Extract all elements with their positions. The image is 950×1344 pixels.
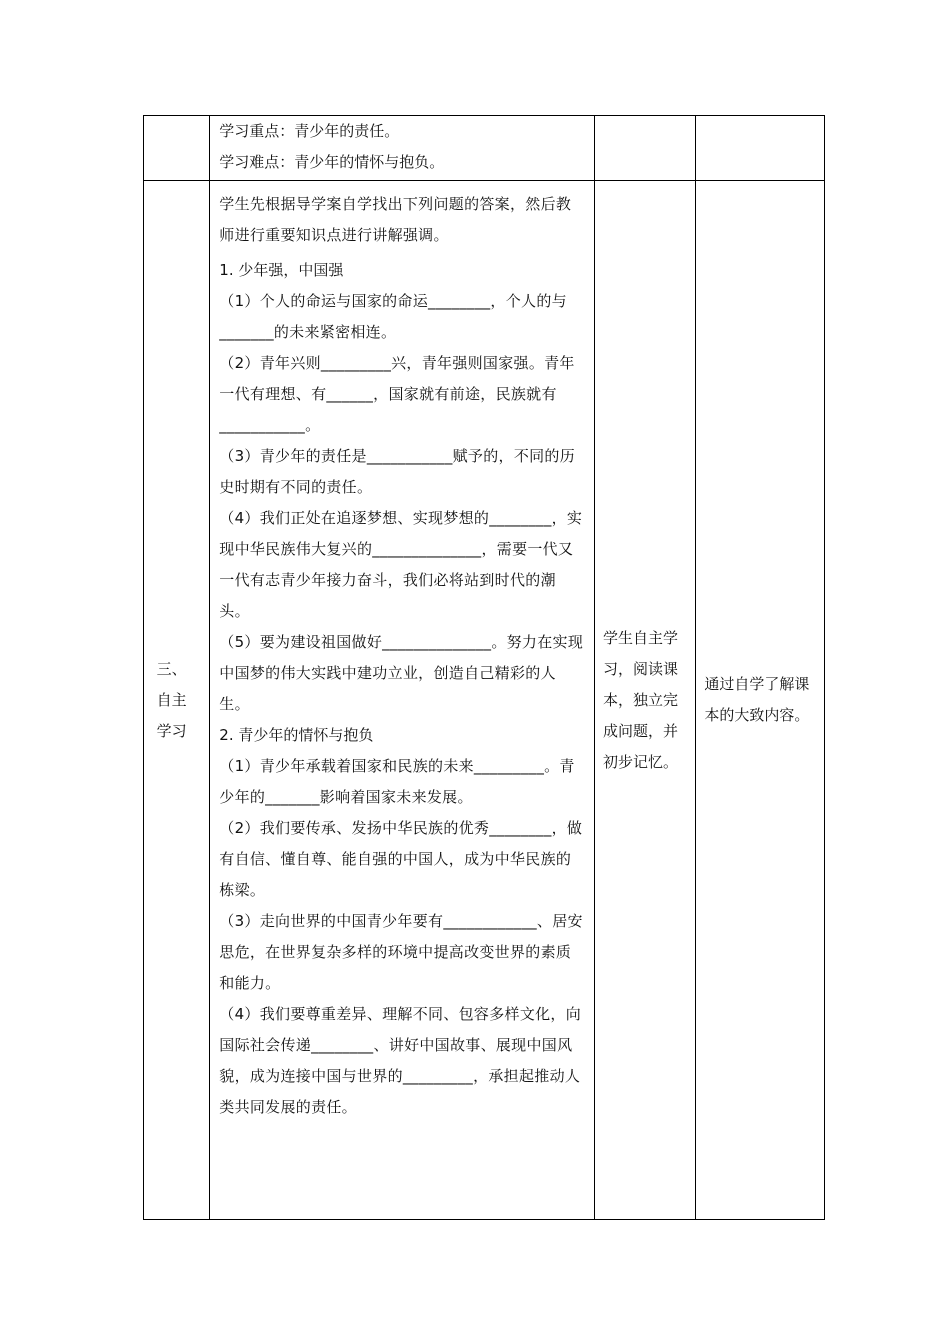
focus-student-cell: [594, 116, 695, 181]
design-intent-cell: [696, 181, 825, 1220]
stage-label-line3: 学习: [156, 721, 187, 740]
lesson-plan-table: [143, 115, 825, 1220]
s1-question-2: （2）青年兴则_________兴，青年强则国家强。青年一代有理想、有______，国家就有前途，民族就有___________。: [219, 354, 575, 434]
s1-question-5: （5）要为建设祖国做好______________。努力在实现中国梦的伟大实践中建功立业，创造自己精彩的人生。: [219, 633, 584, 713]
focus-intent-cell: [696, 116, 825, 181]
focus-row: [144, 116, 825, 181]
self-study-row: [144, 181, 825, 1220]
stage-label-line2: 自主: [156, 690, 187, 709]
student-activity-cell: [594, 181, 695, 1220]
s2-question-4: （4）我们要尊重差异、理解不同、包容多样文化，向国际社会传递________、讲好中国故事、展现中国风貌，成为连接中国与世界的_________，承担起推动人类共同发展的责任。: [219, 1005, 582, 1116]
s1-question-3: （3）青少年的责任是___________赋予的，不同的历史时期有不同的责任。: [219, 447, 576, 496]
design-intent-text: 通过自学了解课本的大致内容。: [704, 675, 810, 724]
s1-question-1: （1）个人的命运与国家的命运________，个人的与_______的未来紧密相连。: [219, 292, 567, 341]
student-activity-text: 学生自主学习，阅读课本，独立完成问题，并初步记忆。: [602, 628, 678, 771]
s2-question-1: （1）青少年承载着国家和民族的未来_________。青少年的_______影响着国家未来发展。: [219, 757, 575, 806]
s2-question-3: （3）走向世界的中国青少年要有____________、居安思危，在世界复杂多样的环境中提高改变世界的素质和能力。: [219, 912, 583, 992]
s1-question-4: （4）我们正处在追逐梦想、实现梦想的________，实现中华民族伟大复兴的______________，需要一代又一代有志青少年接力奋斗，我们必将站到时代的潮头。: [219, 509, 583, 620]
section1-title: 1. 少年强，中国强: [219, 261, 344, 279]
key-point-text: 学习重点：青少年的责任。: [219, 122, 400, 140]
self-study-content-cell: [210, 181, 595, 1220]
focus-content-cell: [210, 116, 595, 181]
focus-stage-cell: [144, 116, 210, 181]
stage-cell: [144, 181, 210, 1220]
difficult-point-text: 学习难点：青少年的情怀与抱负。: [219, 153, 445, 171]
stage-label-number: 三、: [156, 659, 187, 678]
section2-title: 2. 青少年的情怀与抱负: [219, 726, 374, 744]
s2-question-2: （2）我们要传承、发扬中华民族的优秀________，做有自信、懂自尊、能自强的中国人，成为中华民族的栋梁。: [219, 819, 583, 899]
intro-text: 学生先根据导学案自学找出下列问题的答案，然后教师进行重要知识点进行讲解强调。: [219, 195, 572, 244]
